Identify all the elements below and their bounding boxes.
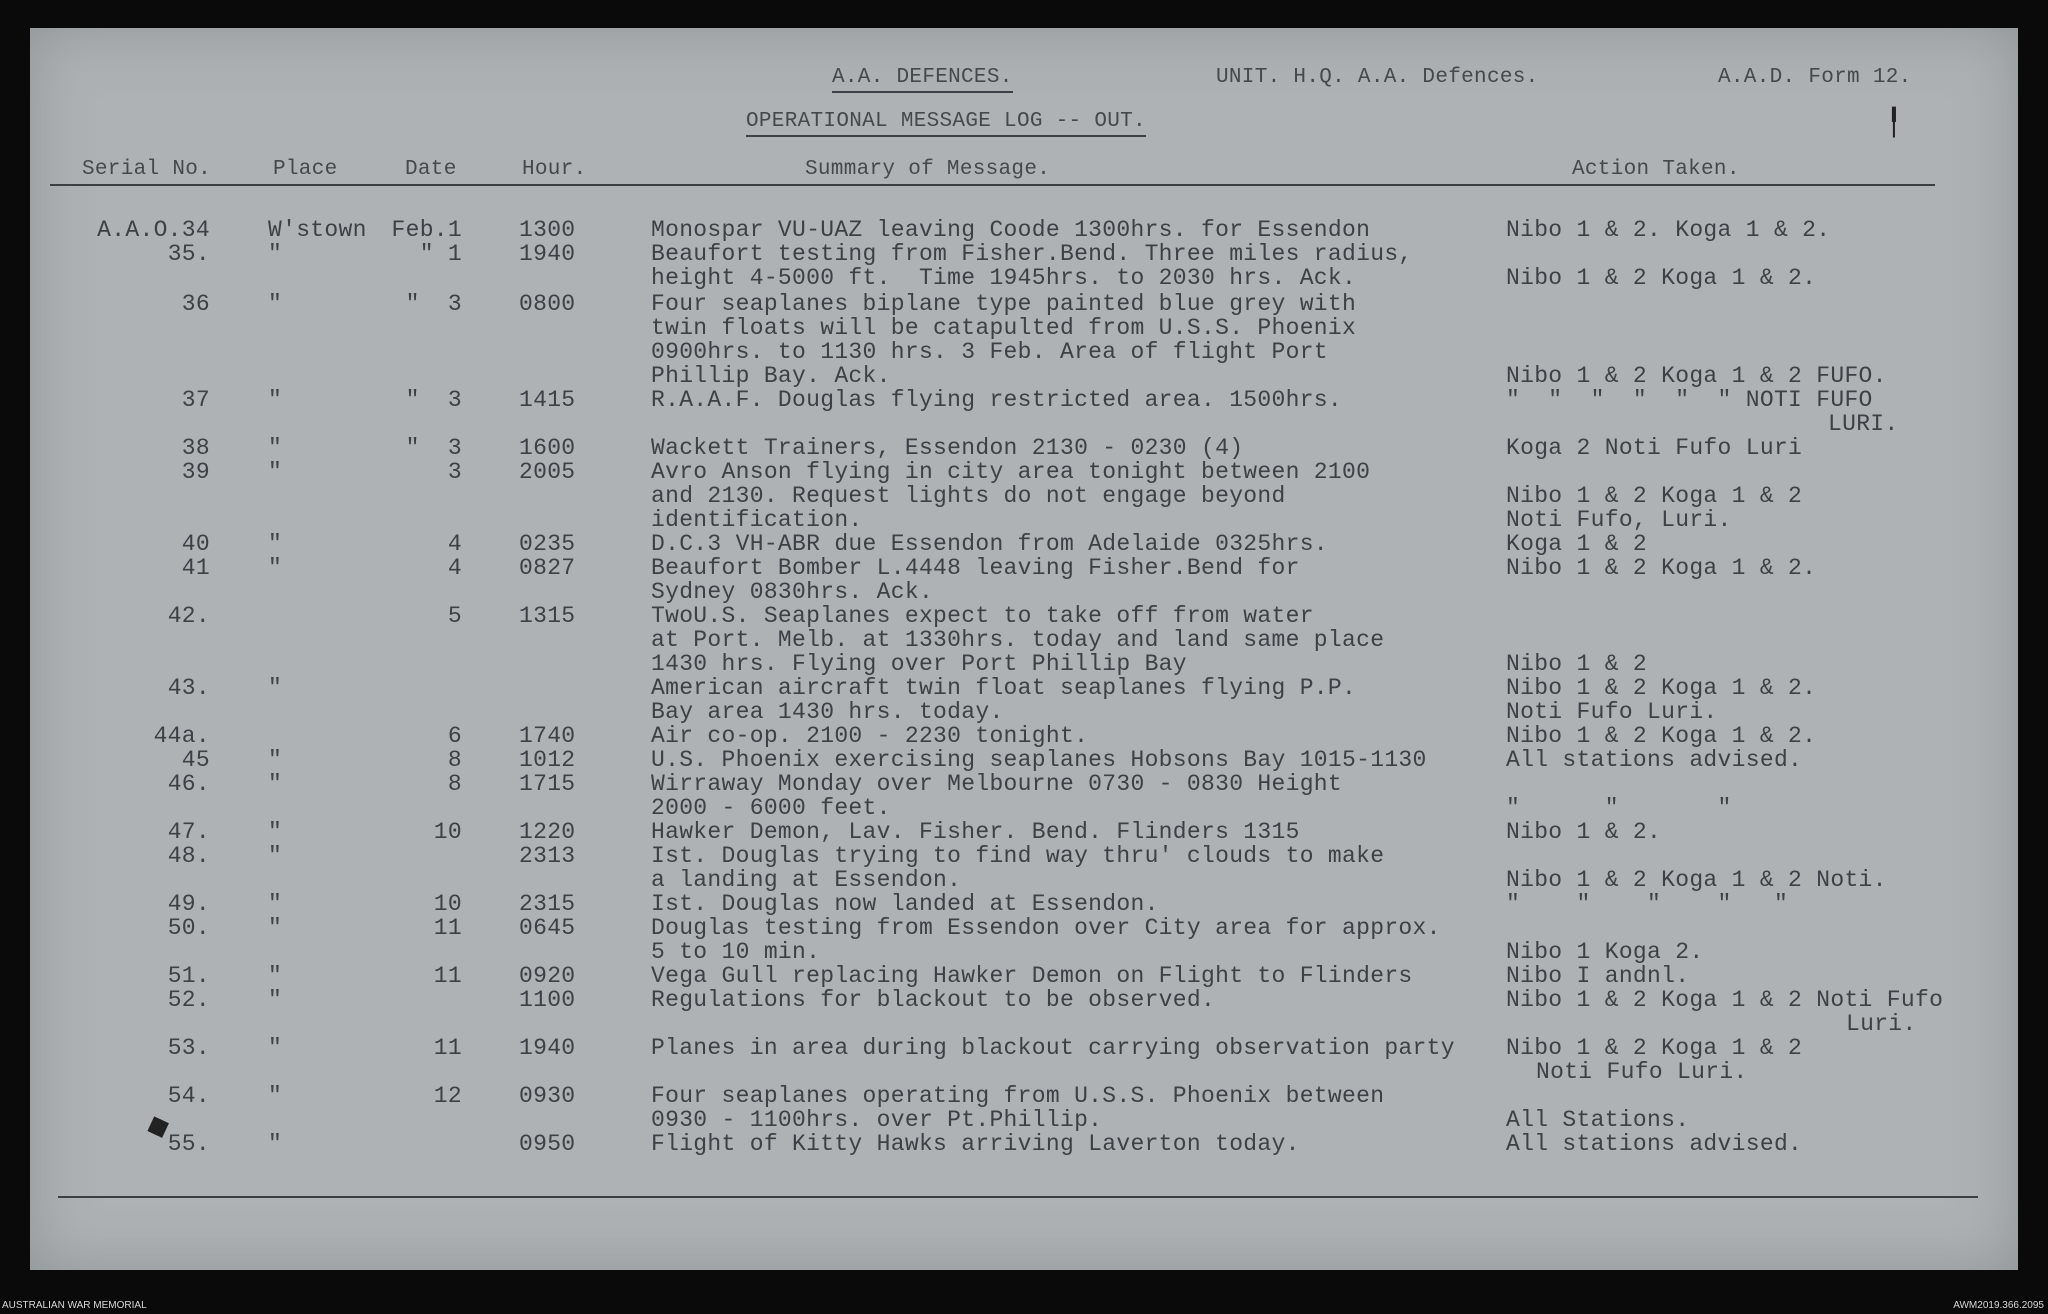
log-date-l22: 6 (447, 723, 462, 749)
log-action-l22: Nibo 1 & 2 Koga 1 & 2. (1506, 723, 1817, 749)
log-serial-l08: 37 (181, 387, 210, 413)
log-date-l10: " 3 (405, 435, 462, 461)
log-summary-l29: Ist. Douglas now landed at Essendon. (651, 891, 1159, 917)
log-action-l25: " " " (1506, 795, 1732, 821)
log-summary-l31: 5 to 10 min. (651, 939, 821, 965)
log-action-l29: " " " " " (1506, 891, 1789, 917)
log-summary-l16: Sydney 0830hrs. Ack. (651, 579, 934, 605)
log-hour-l04: 0800 (519, 291, 576, 317)
log-hour-l11: 2005 (519, 459, 576, 485)
log-serial-l02: 35. (167, 241, 210, 267)
log-summary-l19: 1430 hrs. Flying over Port Phillip Bay (651, 651, 1187, 677)
log-summary-l20: American aircraft twin float seaplanes flying P.P. (651, 675, 1357, 701)
log-summary-l26: Hawker Demon, Lav. Fisher. Bend. Flinders 1315 (651, 819, 1300, 845)
log-place-l02: " (268, 241, 283, 267)
log-summary-l04: Four seaplanes biplane type painted blue grey with (651, 291, 1357, 317)
log-place-l39: " (268, 1131, 283, 1157)
log-action-l20: Nibo 1 & 2 Koga 1 & 2. (1506, 675, 1817, 701)
log-hour-l17: 1315 (519, 603, 576, 629)
log-action-l39: All stations advised. (1506, 1131, 1803, 1157)
log-place-l29: " (268, 891, 283, 917)
column-header-action: Action Taken. (1572, 158, 1740, 181)
log-summary-l21: Bay area 1430 hrs. today. (651, 699, 1004, 725)
log-place-l10: " (268, 435, 283, 461)
log-action-l14: Koga 1 & 2 (1506, 531, 1648, 557)
column-header-date: Date (405, 158, 457, 181)
log-hour-l01: 1300 (519, 217, 576, 243)
log-place-l27: " (268, 843, 283, 869)
log-action-l19: Nibo 1 & 2 (1506, 651, 1648, 677)
column-header-hour: Hour. (522, 158, 587, 181)
column-header-serial: Serial No. (82, 158, 212, 181)
log-serial-l17: 42. (167, 603, 210, 629)
log-place-l14: " (268, 531, 283, 557)
bottom-rule (58, 1196, 1978, 1198)
document-subtitle: OPERATIONAL MESSAGE LOG -- OUT. (746, 110, 1146, 137)
log-hour-l15: 0827 (519, 555, 576, 581)
tear-mark-icon: ◆ (140, 1105, 175, 1146)
log-hour-l26: 1220 (519, 819, 576, 845)
log-summary-l23: U.S. Phoenix exercising seaplanes Hobsons Bay 1015-1130 (651, 747, 1427, 773)
log-serial-l10: 38 (181, 435, 210, 461)
log-action-l08: " " " " " " NOTI FUFO (1506, 387, 1873, 413)
log-hour-l32: 0920 (519, 963, 576, 989)
log-action-l03: Nibo 1 & 2 Koga 1 & 2. (1506, 265, 1817, 291)
log-date-l24: 8 (447, 771, 462, 797)
footer-accession: AWM2019.366.2095 (1953, 1300, 2044, 1311)
log-serial-l27: 48. (167, 843, 210, 869)
log-summary-l11: Avro Anson flying in city area tonight between 2100 (651, 459, 1371, 485)
column-header-place: Place (273, 158, 338, 181)
log-action-l35: Nibo 1 & 2 Koga 1 & 2 (1506, 1035, 1803, 1061)
log-serial-l11: 39 (181, 459, 210, 485)
log-place-l01: W'stown (268, 217, 367, 243)
log-summary-l08: R.A.A.F. Douglas flying restricted area. 1500hrs. (651, 387, 1343, 413)
log-summary-l38: 0930 - 1100hrs. over Pt.Phillip. (651, 1107, 1103, 1133)
log-date-l15: 4 (447, 555, 462, 581)
log-action-l28: Nibo 1 & 2 Koga 1 & 2 Noti. (1506, 867, 1887, 893)
log-action-l13: Noti Fufo, Luri. (1506, 507, 1732, 533)
log-date-l04: " 3 (405, 291, 462, 317)
log-place-l23: " (268, 747, 283, 773)
log-place-l33: " (268, 987, 283, 1013)
log-serial-l33: 52. (167, 987, 210, 1013)
log-action-l15: Nibo 1 & 2 Koga 1 & 2. (1506, 555, 1817, 581)
log-action-l12: Nibo 1 & 2 Koga 1 & 2 (1506, 483, 1803, 509)
log-serial-l30: 50. (167, 915, 210, 941)
log-action-l31: Nibo 1 Koga 2. (1506, 939, 1704, 965)
log-date-l08: " 3 (405, 387, 462, 413)
log-hour-l39: 0950 (519, 1131, 576, 1157)
log-serial-l22: 44a. (153, 723, 210, 749)
log-action-l33: Nibo 1 & 2 Koga 1 & 2 Noti Fufo (1506, 987, 1944, 1013)
log-hour-l23: 1012 (519, 747, 576, 773)
pencil-mark-icon: ╿ (1886, 108, 1902, 138)
log-place-l08: " (268, 387, 283, 413)
log-serial-l23: 45 (181, 747, 210, 773)
log-summary-l05: twin floats will be catapulted from U.S.S. Phoenix (651, 315, 1357, 341)
footer-institution: AUSTRALIAN WAR MEMORIAL (2, 1300, 147, 1311)
log-serial-l01: A.A.O.34 (97, 217, 210, 243)
log-summary-l32: Vega Gull replacing Hawker Demon on Flight to Flinders (651, 963, 1413, 989)
log-place-l32: " (268, 963, 283, 989)
log-date-l02: " 1 (419, 241, 462, 267)
log-summary-l22: Air co-op. 2100 - 2230 tonight. (651, 723, 1089, 749)
log-serial-l20: 43. (167, 675, 210, 701)
log-action-l26: Nibo 1 & 2. (1506, 819, 1662, 845)
log-summary-l35: Planes in area during blackout carrying observation party (651, 1035, 1455, 1061)
log-summary-l30: Douglas testing from Essendon over City area for approx. (651, 915, 1441, 941)
log-action-l32: Nibo I andnl. (1506, 963, 1690, 989)
log-serial-l04: 36 (181, 291, 210, 317)
log-date-l29: 10 (433, 891, 462, 917)
column-header-summary: Summary of Message. (805, 158, 1051, 181)
log-date-l01: Feb.1 (391, 217, 462, 243)
log-summary-l25: 2000 - 6000 feet. (651, 795, 891, 821)
log-date-l17: 5 (447, 603, 462, 629)
log-summary-l17: TwoU.S. Seaplanes expect to take off from water (651, 603, 1314, 629)
log-action-l01: Nibo 1 & 2. Koga 1 & 2. (1506, 217, 1831, 243)
log-action-l07: Nibo 1 & 2 Koga 1 & 2 FUFO. (1506, 363, 1887, 389)
log-date-l23: 8 (447, 747, 462, 773)
log-action-l21: Noti Fufo Luri. (1506, 699, 1718, 725)
log-place-l20: " (268, 675, 283, 701)
log-summary-l33: Regulations for blackout to be observed. (651, 987, 1216, 1013)
log-date-l37: 12 (433, 1083, 462, 1109)
log-summary-l02: Beaufort testing from Fisher.Bend. Three miles radius, (651, 241, 1413, 267)
form-number: A.A.D. Form 12. (1718, 66, 1912, 89)
log-hour-l08: 1415 (519, 387, 576, 413)
log-place-l15: " (268, 555, 283, 581)
log-place-l35: " (268, 1035, 283, 1061)
log-hour-l02: 1940 (519, 241, 576, 267)
log-date-l11: 3 (447, 459, 462, 485)
log-serial-l15: 41 (181, 555, 210, 581)
log-hour-l14: 0235 (519, 531, 576, 557)
log-action-l23: All stations advised. (1506, 747, 1803, 773)
log-summary-l13: identification. (651, 507, 863, 533)
log-place-l30: " (268, 915, 283, 941)
log-hour-l24: 1715 (519, 771, 576, 797)
log-hour-l30: 0645 (519, 915, 576, 941)
log-summary-l27: Ist. Douglas trying to find way thru' clouds to make (651, 843, 1385, 869)
log-summary-l28: a landing at Essendon. (651, 867, 962, 893)
log-summary-l01: Monospar VU-UAZ leaving Coode 1300hrs. for Essendon (651, 217, 1371, 243)
log-place-l04: " (268, 291, 283, 317)
log-date-l30: 11 (433, 915, 462, 941)
log-serial-l24: 46. (167, 771, 210, 797)
log-summary-l39: Flight of Kitty Hawks arriving Laverton today. (651, 1131, 1300, 1157)
log-summary-l18: at Port. Melb. at 1330hrs. today and land same place (651, 627, 1385, 653)
log-summary-l37: Four seaplanes operating from U.S.S. Phoenix between (651, 1083, 1385, 1109)
log-serial-l26: 47. (167, 819, 210, 845)
log-summary-l06: 0900hrs. to 1130 hrs. 3 Feb. Area of flight Port (651, 339, 1328, 365)
log-summary-l15: Beaufort Bomber L.4448 leaving Fisher.Bend for (651, 555, 1300, 581)
log-summary-l07: Phillip Bay. Ack. (651, 363, 891, 389)
log-serial-l32: 51. (167, 963, 210, 989)
log-serial-l14: 40 (181, 531, 210, 557)
log-summary-l14: D.C.3 VH-ABR due Essendon from Adelaide 0325hrs. (651, 531, 1328, 557)
log-action-l09: LURI. (1828, 411, 1899, 437)
log-serial-l37: 54. (167, 1083, 210, 1109)
log-summary-l03: height 4-5000 ft. Time 1945hrs. to 2030 hrs. Ack. (651, 265, 1357, 291)
log-serial-l29: 49. (167, 891, 210, 917)
log-date-l35: 11 (433, 1035, 462, 1061)
log-hour-l35: 1940 (519, 1035, 576, 1061)
log-action-l34: Luri. (1846, 1011, 1917, 1037)
document-title: A.A. DEFENCES. (832, 66, 1013, 93)
log-action-l38: All Stations. (1506, 1107, 1690, 1133)
log-summary-l24: Wirraway Monday over Melbourne 0730 - 0830 Height (651, 771, 1343, 797)
log-hour-l33: 1100 (519, 987, 576, 1013)
log-action-l10: Koga 2 Noti Fufo Luri (1506, 435, 1803, 461)
log-summary-l10: Wackett Trainers, Essendon 2130 - 0230 (4) (651, 435, 1244, 461)
log-hour-l22: 1740 (519, 723, 576, 749)
log-place-l37: " (268, 1083, 283, 1109)
log-hour-l29: 2315 (519, 891, 576, 917)
log-date-l26: 10 (433, 819, 462, 845)
log-place-l24: " (268, 771, 283, 797)
log-hour-l27: 2313 (519, 843, 576, 869)
log-hour-l10: 1600 (519, 435, 576, 461)
log-hour-l37: 0930 (519, 1083, 576, 1109)
log-serial-l35: 53. (167, 1035, 210, 1061)
log-place-l11: " (268, 459, 283, 485)
log-serial-l39: 55. (167, 1131, 210, 1157)
log-date-l32: 11 (433, 963, 462, 989)
log-place-l26: " (268, 819, 283, 845)
log-date-l14: 4 (447, 531, 462, 557)
unit-label: UNIT. H.Q. A.A. Defences. (1216, 66, 1539, 89)
log-summary-l12: and 2130. Request lights do not engage beyond (651, 483, 1286, 509)
header-rule (50, 184, 1935, 186)
log-action-l36: Noti Fufo Luri. (1536, 1059, 1748, 1085)
